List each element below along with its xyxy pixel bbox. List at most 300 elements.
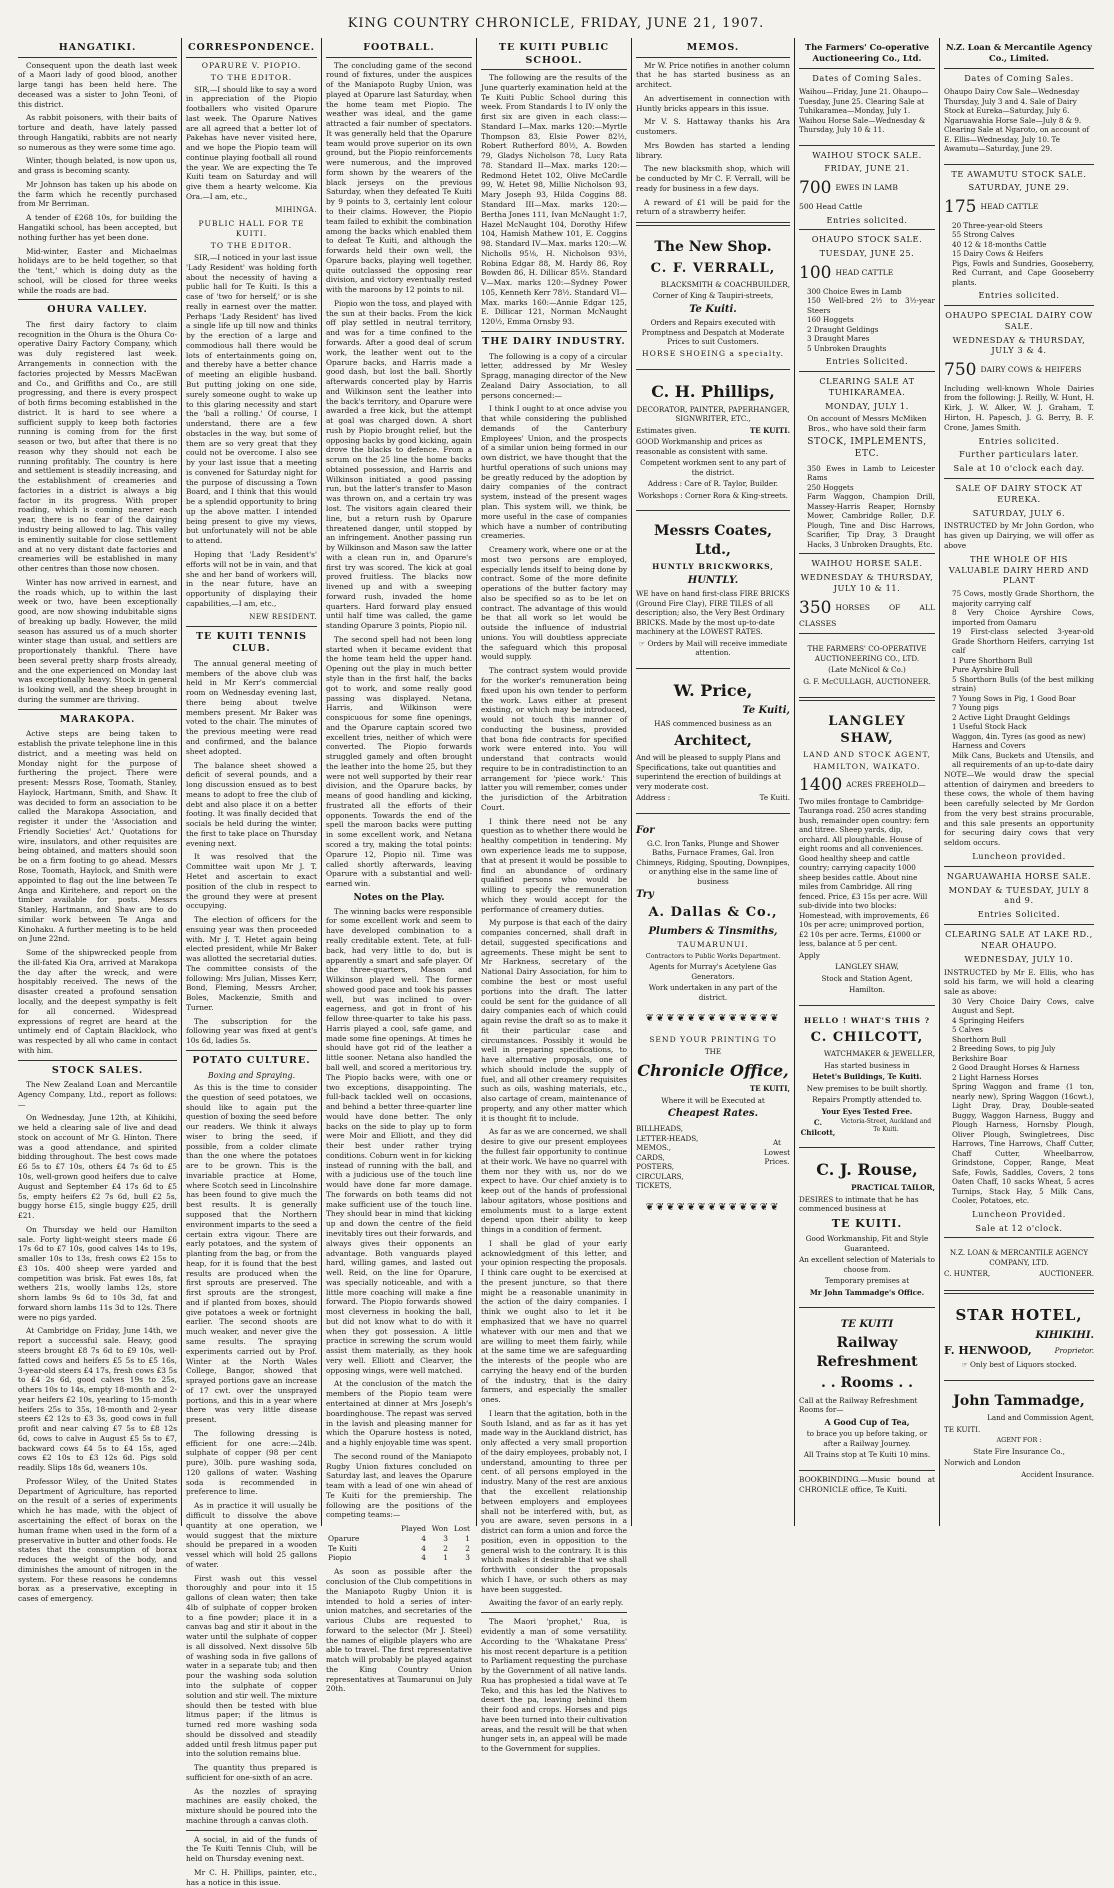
article-paragraph: I think I ought to at once advise you that while considering the published demands of the Canterbury Employees' Union, and the prospects of a similar union being formed in our own district, we have thought that the hurtful operations of such unions may be greatly reduced by the adoption by dairy companies of the contract system, instead of the present wages plan. This system will, we think, be more useful in the case of companies which have a number of contributing creameries. [481,404,627,541]
sale-date: WEDNESDAY & THURSDAY, JULY 3 & 4. [952,334,1086,356]
divider [944,1380,1094,1381]
article-paragraph: As rabbit poisoners, with their baits of torture and death, have lately passed through Hangatiki, rabbits are not nearly so numerous as they were some time ago. [18,113,177,152]
sale-heading: STOCK, IMPLEMENTS, ETC. [807,436,927,459]
ad-late: (Late McNicol & Co.) [828,665,906,675]
ad-town: TE KUITI. [831,1216,903,1230]
dates-list: Ohaupo Dairy Cow Sale—Wednesday Thursday, July 3 and 4. Sale of Dairy Stock at Eureka—Saturday, July 6. Ngaruawahia Horse Sale—July 8 & 9. Clearing Sale at Ngaroto, on account of E. Ellis—Wednesday, July 10. Te Awamutu—Saturday, June 29. [944,87,1090,154]
ad-brace: to brace you up before taking, or after a Railway Journey. [806,1429,928,1448]
ad-call: Call at the Railway Refreshment Rooms for— [799,1395,918,1415]
ad-trade: WATCHMAKER & JEWELLER, [823,1049,935,1059]
article-paragraph: As far as we are concerned, we shall desire to give our present employees the fullest fair opportunity to continue at their work. We have no quarrel with them nor they with us, nor do we expect to have. Our chief anxiety is to keep out of the hands of professional labour agitators, whose positions and emoluments must to a large extent depend upon their ability to keep things in a condition of ferment. [481,1127,627,1235]
divider [799,697,935,701]
ad-line: Mr John Tammadge's Office. [809,1287,925,1297]
letter-body: SIR,—I noticed in your last issue 'Lady Resident' was holding forth about the necessity of having a public hall for Te Kuiti. Is this a case of 'two for herself,' or is she really in earnest over the matter. Perhaps 'Lady Resident' has lived a single life up till now and thinks by the erection of a large and commodious hall there would be lots of entertainments going on, and thereby have a better chance of meeting an eligible husband. But putting joking on one side, surely someone ought to wake up to this glaring necessity and start the 'ball a rolling.' Of course, I understand, there are a few obstacles in the way, but some of them are so very great that they could not be overcome. I also see by your last issue that a meeting is convened for Saturday night for the purpose of discussing a Town Board, and I think that this would be a splendid opportunity to bring up the above matter. I intended being present to give my views, but unfortunately will not be able to attend. [186,253,317,546]
ad-note: Competent workmen sent to any part of the district. [640,458,786,477]
luncheon-note: Luncheon provided. [972,850,1066,861]
ad-name: W. Price, [673,680,753,700]
divider [799,371,935,372]
article-paragraph: The contract system would provide for the worker's remuneration being fixed upon his own tender to perform the work. Laws either at present existing, or which may be introduced, would not touch this manner of conducting the business, provided that bona fide contracts for specified work were entered into. You will understand that contracts would require to be in contradistinction to an arrangement for 'piece work.' This latter you will remember, comes under the jurisdiction of the Arbitration Court. [481,666,627,812]
sale-number: 100 [799,263,832,284]
article-paragraph: At the conclusion of the match the members of the Piopio team were entertained at dinner at Mrs Joseph's boardinghouse. The repast was served in the lavish and pleasing manner for which the Oparure hostess is noted, and a highly enjoyable time was spent. [326,1379,472,1448]
ad-tea: A Good Cup of Tea, [824,1416,910,1427]
article-paragraph: Winter, though belated, is now upon us, and grass is becoming scanty. [18,156,177,176]
article-paragraph: Winter has now arrived in earnest, and the roads which, up to within the last week or two, have been exceptionally good, are now showing indubitable signs of breaking up badly. However, the mild season has assured us of a much shorter winter stage than usual, and settlers are proportionately thankful. There have been several pretty sharp frosts already, and the one experienced on Monday last was exceptionally heavy. Stock in general is looking well, and the sheep brought in during the summer are thriving. [18,577,177,704]
sale-number: 175 [944,197,977,218]
ad-title: The Farmers' Co-operative Auctioneering Co., Ltd. [804,42,930,64]
sale-date: WEDNESDAY, JULY 10. [964,953,1074,964]
ad-note: ☞ Only best of Liquors stocked. [961,1360,1077,1370]
column-7 [939,38,1098,1526]
sale-item: EWES IN LAMB [835,183,898,193]
article-paragraph: Awaiting the favor of an early reply. [489,1598,624,1608]
article-paragraph: Piopio won the toss, and played with the sun at their backs. From the kick off play settled in neutral territory, and was for a time confined to the forwards. After a good deal of scrum work, the leather went out to the Oparure backs, and Harris made a good dash, but lost the ball. Shortly afterwards concerted play by Harris and Wilkinson sent the leather into the back's territory, and Oparure were awarded a free kick, but the attempt at goal was charged down. A short rush by Piopio brought relief, but the opposing backs by good kicking, again drove the blacks to defence. From a scrum on the 25 line the home backs obtained possession, and Harris and Wilkinson initiated a good passing run, but the latter's transfer to Mason was thrown on, and a certain try was lost. The visitors again cleared their line, but a return rush by Oparure threatened danger, until stopped by an infringement. Another passing run by Wilkinson and Mason saw the latter with a clean run in, and Oparure's first try was scored. The kick at goal proved fruitless. The blacks now livened up and with a sweeping forward rush, invaded the home quarters. Hard forward play ensued until half time was called, the game standing Oparure 3 points, Piopio nil. [326,298,472,631]
list-item: 2 Active Light Draught Geldings [952,712,1070,722]
memo-item: An advertisement in connection with Huntly bricks appears in this issue. [636,93,790,113]
sale-instructions: INSTRUCTED by Mr E. Ellis, who has sold his farm, we will hold a clearing sale as above: [944,967,1094,997]
sale-item: HEAD CATTLE [835,268,894,278]
sale-item: 500 Head Cattle [799,201,863,211]
entries-note: Entries Solicited. [977,909,1061,920]
sale-body: Including well-known Whole Dairies from the following: J. Reilly, W. Hunt, H. Kirk, J. W. Alker, W. J. Graham, T. Hirton, H. Papesch, J. G. Berry, B. F. Crone, James Smith. [944,383,1094,432]
ad-body: WE have on hand first-class FIRE BRICKS (Ground Fire Clay), FIRE TILES of all description; also, the Very Best Ordinary BRICKS. Made by the most up-to-date machinery at the LOWEST RATES. [636,589,790,637]
memo-item: The new blacksmith shop, which will be conducted by Mr C. F. Verrall, will be ready for business in a few days. [636,164,790,193]
list-item: 5 Unbroken Draughts [807,343,887,353]
article-paragraph: The second round of the Maniapoto Rugby Union fixtures concluded on Saturday last, and leaves the Oparure team with a lead of one win ahead of Te Kuiti for the premiership. The following are the positions of the competing teams:— [326,1451,472,1520]
article-paragraph: The winning backs were responsible for some excellent work and seem to have developed combination to a really creditable extent. Tete, at full-back, had very little to do, but is apparently a smart and safe player. Of the three-quarters, Mason and Wilkinson played well. The former showed good pace and took his passes well, but was inclined to over-eagerness, and got in front of his fellow three-quarter to take his pass. Harris played a cool, safe game, and made some fine openings. At times he should have got rid of the leather a little sooner. Netana also handled the ball well, and scored a meritorious try. The Piopio backs were, with one or two exceptions, disappointing. The full-back tackled well on occasions, and behind a better three-quarter line would have done better. The only backs on the side to play up to form were Moir and Elliott, and they did their best under rather trying conditions. Coburn went in for kicking instead of running with the ball, and with a judicious use of the touch line would have done far more damage. The forwards on both teams did not make sufficient use of the touch line. They should bear in mind that kicking up and down the centre of the field inevitably tires out their forwards, and always gives their opponents an advantage. Both vanguards played hard, willing games, and lasted out well. Reid, on the line for Oparure, was specially noticeable, and with a little more coaching will make a fine forward. The Piopio forwards showed most cleverness in hooking the ball, but did not know what to do with it when they got possession. A little practice in screwing the scrum would assist them materially, as they hook very well. Elliott and Clearver, the opposing wings, were well matched. [326,906,472,1375]
article-paragraph: The following are the results of the June quarterly examination held at the Te Kuiti Public School during this week. From Standards I to IV only the first six are given in each class:—Standard I—Max. marks 120:—Myrtle Thompson 83, Elsie Power 82½, Robert Rutherford 80½, A. Bowden 79, Gladys Nicholson 78, Lucy Rata 78. Standard II—Max. marks 120:—Redmond Hetet 102, Olive McCardle 99, W. Hetet 98, Millie Nicholson 93, Mary Joseph 93, Hilda Coggins 88. Standard III—Max. marks 120:—Bertha Jones 111, Ivan McNaught 1:7, Hazel McNaught 104, Dorothy Hifew 104, Hamish Mathew 101, E. Coggins 98. Standard IV—Max. marks 120:—W. Nicholls 95⅛, H. Nicholson 93½, Robina Edgar 88, M. Hardy 86, Roy Bowden 86, H. Dillicar 85½. Standard V—Max. marks 120:—Sydney Power 105, Kenneth Kerr 78½. Standard VI—Max. marks 160:—Annie Edgar 125, E. Dillicar 121, Norman McNaught 120½, Emma Ornsby 93. [481,73,627,327]
ad-for: For [636,824,655,836]
ad-proprietor: F. HENWOOD, [944,1343,1032,1357]
ad-name: N.Z. LOAN & MERCANTILE AGENCY COMPANY, LTD. [949,1248,1089,1267]
divider [944,1237,1094,1238]
list-item: 3 Draught Mares [807,334,870,344]
list-item: Waggon, 4in. Tyres (as good as new) [952,731,1086,741]
article-paragraph: The second spell had not been long started when it became evident that the home team held the upper hand. Opening out the play in much better style than in the first half, the backs got to work, and some really good passing was displayed. Netana, Harris, and Wilkinson were conspicuous for some fine openings, and the Oparure captain scored two excellent tries, neither of which were converted. The Piopio forwards struggled gamely and often brought the leather into the home 25, but they were not well supported by their rear division, and the Oparure backs, by means of good handling and kicking, frustrated all the efforts of their opponents. Towards the end of the spell the maroon backs were putting in some excellent work, and Netana scored a try, making the total points: Oparure 12, Piopio nil. Time was called shortly afterwards, leaving Oparure with a substantial and well-earned win. [326,634,472,889]
sale-item: HEAD CATTLE [980,202,1039,212]
ad-agent-for: AGENT FOR : [996,1436,1042,1445]
ad-signature: Stock and Station Agent, [821,973,913,983]
table-row: Oparure 4 3 1 [328,1533,470,1543]
ad-name: C. J. Rouse, [816,1160,918,1180]
ad-town: KIHIKIHI. [1035,1329,1094,1341]
list-item: 8 Very Choice Ayrshire Cows, imported from Oamaru [952,608,1094,627]
masthead: KING COUNTRY CHRONICLE, FRIDAY, JUNE 21, 1907. [347,16,765,31]
sale-title: OHAUPO STOCK SALE. [811,234,923,245]
article-paragraph: On Thursday we held our Hamilton sale. Forty light-weight steers made £6 17s 6d to £7 10s, good calves 14s to 19s, smaller 10s to 13s, fresh cows £2 15s to £3 10s. 400 sheep were yarded and competition was brisk. Fat ewes 18s, fat wethers 21s, woolly lambs 12s, store shorn lambs 9s 6d to 10s 3d, fat and forward shorn lambs 11s 3d to 12s. There were no pigs yarded. [18,1224,177,1322]
article-paragraph: The quantity thus prepared is sufficient for one-sixth of an acre. [186,1763,317,1782]
marakopa-heading: MARAKOPA. [59,713,136,725]
letter-signature: NEW RESIDENT. [249,612,317,621]
article-paragraph: The first dairy factory to claim recognition in the Ohura is the Ohura Co-operative Dairy Factory Company, which was duly registered last week. Arrangements in connection with the factories projected by Messrs MacEwan and Co., and Griffiths and Co., are still progressing, and there is every prospect of both firms becoming established in the district. It is hard to see where a sufficient supply to keep both factories running is coming from for the first season or two, but after that there is no reason why they should not each be running profitably. The country is here and settlement is steadily increasing, and the establishment of creameries and factories in a district is always a big factor in its progress. With proper roading, which is coming nearer each year, there is no fear of the dairying industry being allowed to lag. This valley is eminently suitable for close settlement and at no very distant date factories and creameries will be established in many other centres than those now chosen. [18,319,177,574]
article-paragraph: First wash out this vessel thoroughly and pour into it 15 gallons of clean water; then take 4lb of sulphate of copper broken to a fine powder; place it in a canvas bag and stir it about in the water until the sulphate of copper is all dissolved. Next dissolve 5lb of washing soda in five gallons of water in a separate tub; and then pour the washing soda solution into the sulphate of copper solution and stir well. The mixture should then be tested with blue litmus paper; if the litmus is turned red more washing soda should be dissolved and steadily added until fresh litmus paper put into the solution remains blue. [186,1573,317,1759]
ad-trade: Land and Commission Agent, [987,1413,1094,1423]
ad-line: Temporary premises at [824,1276,910,1286]
article-paragraph: On Wednesday, June 12th, at Kihikihi, we held a clearing sale of live and dead stock on account of Mr G. Hinton. There was a good attendance, and spirited bidding throughout. The best cows made £6 5s to £7 10s, others £4 7s 6d to £5 10s, well-grown good heifers due to calve August and September £4 17s 6d to £5 5s, empty heifers £2 7s 6d, bull £2 5s, buggy horse £15, single buggy £25, drill £21. [18,1113,177,1221]
ad-lowest-prices: At Lowest Prices. [763,1138,790,1167]
ad-estimates: Estimates given. [636,425,697,435]
list-item: 40 12 & 18-months Cattle [952,239,1047,249]
ad-body: ACRES FREEHOLD—Two miles frontage to Cambridge-Tauranga road. 250 acres standing bush, remainder open country: fern and titree. Sheep yards, dip, orchard. All ploughable. House of eight rooms and all conveniences. Good healthy sheep and cattle country; carrying capacity 1000 sheep besides cattle. About nine miles from Cambridge. All ring fenced. Price, £3 15s per acre. Will sub-divide into two blocks: Homestead, with improvements, £6 10s per acre; unimproved portion, £2 10s per acre. Terms, £1000 or less, balance at 5 per cent. [799,780,930,949]
letter-body: SIR,—I should like to say a word in appreciation of the Piopio footballers who visited Oparure last week. The Oparure Natives are all agreed that a better lot of Pakehas have never visited here, and we hope the Piopio team will continue playing football all round the year. We are expecting the Te Kuiti team on Saturday and will give them a hearty welcome. Kia Ora.—I am, etc., [186,84,317,201]
ad-agents: Agents for Murray's Acetylene Gas Generators. [649,962,777,981]
list-item: 20 Three-year-old Steers [952,220,1043,230]
list-item: 300 Choice Ewes in Lamb [807,286,902,296]
dates-heading: Dates of Coming Sales. [812,73,922,84]
ad-name: LANGLEY SHAW, [828,714,906,747]
ad-name: Chronicle Office, [637,1060,789,1080]
ad-auctioneer-name: C. HUNTER, [944,1269,991,1279]
article-paragraph: It was resolved that the Committee wait upon Mr J. T. Hetet and ascertain to exact position of the club in respect to the ground they were at present occupying. [186,852,317,911]
ad-body: HAS commenced business as an [654,719,772,729]
ad-trade: PRACTICAL TAILOR, [851,1183,935,1193]
ad-body: G.C. Iron Tanks, Plunge and Shower Baths, Furnace Frames, Gal. Iron Chimneys, Ridging, Spouting, Downpipes, or anything else in the same line of business [636,838,790,886]
ad-town: Te Kuiti, [742,704,790,716]
potato-heading: POTATO CULTURE. [192,1054,311,1066]
entries-note: Entries solicited. [826,214,908,225]
ad-name: Railway Refreshment [816,1335,918,1370]
article-paragraph: The concluding game of the second round of fixtures, under the auspices of the Maniapoto Rugby Union, was played at Oparure last Saturday, when the home team met Piopio. The weather was ideal, and the game attracted a fair number of spectators. It was generally held that the Oparure team would prove superior on its own ground, but the Piopio reinforcements were numerous, and the improved form shown by the wearers of the black jerseys on the previous Saturday, when they defeated Te Kuiti by 9 points to 3, certainly lent colour to their claims. However, the Piopio team failed to exhibit the combination among the backs which enabled them to defeat Te Kuiti, and although the forwards held their own well, the Oparure backs, playing well together, quite outclassed the opposing rear division, and victory eventually rested with the maroons by 12 points to nil. [326,60,472,295]
ad-body: Orders and Repairs executed with Promptness and Despatch at Moderate Prices to suit Customers. [641,318,785,347]
list-item: 160 Hoggets [807,315,854,325]
divider [18,1060,177,1061]
divider [799,553,935,554]
to-editor: TO THE EDITOR. [210,241,293,251]
article-paragraph: I think there need not be any question as to whether there would be healthy competition in tendering. My own experience leads me to suppose, that at present it would be possible to find an abundance of ordinary qualified persons who would be willing to specify the remuneration which they would accept for the performance of creamery duties. [481,816,627,914]
sale-number: 350 [799,597,832,618]
column-6 [794,38,939,1526]
ad-farmers-coop [799,38,935,141]
ad-name: STAR HOTEL, [955,1305,1083,1324]
ad-address: Address : Care of R. Taylor, Builder. [647,479,779,489]
article-paragraph: The election of officers for the ensuing year was then proceeded with. Mr J. T. Hetet again being elected president, while Mr Baker was allotted the secretarial duties. The committee consists of the following: Mrs Julian, Misses Kerr, Bond, Fleming, Messrs Archer, Boles, Mackenzie, Smith and Turner. [186,915,317,1012]
divider [799,68,935,69]
list-item: 7 Young Sows in Pig, 1 Good Boar [952,693,1076,703]
divider [944,478,1094,479]
ad-auctioneer: AUCTIONEER. [1039,1269,1094,1279]
sale-date: FRIDAY, JUNE 21. [824,163,910,174]
sale-title: CLEARING SALE AT TUHIKARAMEA. [819,375,915,397]
divider [186,1830,317,1831]
ad-line: State Fire Insurance Co., [973,1446,1065,1456]
ad-rouse [799,1152,935,1303]
column-1 [14,38,181,1604]
ad-name: A. Dallas & Co., [648,905,778,921]
sale-item: HORSES OF ALL CLASSES [799,602,935,629]
list-item: 2 Breeding Sows, to pig July [952,1044,1056,1054]
sale-date: WEDNESDAY & THURSDAY, JULY 10 & 11. [800,571,934,593]
ad-town: TE KUITI. [749,425,790,435]
divider [18,709,177,710]
article-paragraph: As soon as possible after the conclusion of the Club competitions in the Maniapoto Rugby Union it is intended to hold a series of inter-union matches, and secretaries of the various Clubs are requested to forward to the selector (Mr J. Steel) the names of eligible players who are able to travel. The first representative match will probably be played against the King Country Union representatives at Taumarunui on July 20th. [326,1567,472,1694]
ornament-border: ❦❦❦❦❦❦❦❦❦❦❦❦❦ [645,1201,781,1213]
ad-farmers-signature [799,638,935,692]
stock-sales-heading: STOCK SALES. [51,1064,144,1076]
list-item: Shorthorn Bull [952,1034,1007,1044]
ad-body: Has started business in [824,1060,910,1070]
list-item: 75 Cows, mostly Grade Shorthorn, the majority carrying calf [952,589,1094,608]
sale-time: Sale at 12 o'clock. [975,1222,1063,1233]
ad-trade: BLACKSMITH & COACHBUILDER, [660,279,790,289]
list-item: Harness and Covers [952,741,1026,751]
potato-subheading: Boxing and Spraying. [207,1070,296,1080]
ad-signature: Hamilton. [848,985,886,995]
sale-heading: THE WHOLE OF HIS VALUABLE DAIRY HERD AND PLANT [948,553,1090,586]
article-paragraph: The subscription for the following year was fixed at gent's 10s 6d, ladies 5s. [186,1016,317,1046]
list-item: 2 Good Draught Horses & Harness [952,1063,1080,1073]
memo-item: Mrs Bowden has started a lending library. [636,140,790,160]
ad-town: TAUMARUNUI. [677,939,749,949]
list-item: 1 Pure Shorthorn Bull [952,655,1033,665]
ad-workshops: Workshops : Corner Rora & King-streets. [638,490,788,500]
list-item: Milk Cans, Buckets and Utensils, and all requirements of an up-to-date dairy [952,750,1094,770]
ad-where: Where it will be Executed at [661,1095,765,1105]
entries-note: Entries solicited. [978,435,1060,446]
ad-town: HAMILTON, WAIKATO. [813,762,921,772]
column-2 [181,38,321,1887]
ohura-heading: OHURA VALLEY. [47,304,148,316]
ad-name: Messrs Coates, Ltd., [654,523,772,558]
list-item: 19 First-class selected 3-year-old Grade Shorthorn Heifers, carrying 1st calf [952,627,1094,656]
divider [636,222,790,226]
ad-line: Repairs Promptly attended to. [812,1095,922,1105]
ad-send: SEND YOUR PRINTING TO [649,1035,777,1045]
list-item: 5 Shorthorn Bulls (of the best milking strain) [952,674,1094,694]
divider [481,331,627,332]
table-row: Piopio 4 1 3 [328,1553,470,1563]
sale-instructions: INSTRUCTED by Mr John Gordon, who has given up Dairying, we will offer as above [944,521,1094,551]
article-paragraph: I shall be glad of your early acknowledgment of this letter, and your opinion respecting the proposals. I think care ought to be exercised at the present juncture, so that there might be a reasonable unanimity in the action of the dairy companies. I think we ought also to let it be emphasized that we have no quarrel whatever with our men and that we are willing to meet them fairly, while at the same time we are safeguarding the interests of the people who are carrying the heavy end of the burden of the industry, that is the dairy farmers, and especially the smaller ones. [481,1238,627,1405]
ad-body: GOOD Workmanship and prices as reasonable as consistent with same. [636,437,768,456]
article-paragraph: As this is the time to consider the question of seed potatoes, we should like to again put the question of boxing the seed before our readers. We think it always wiser to bring the seed, if possible, from a colder climate than the one where the potatoes are to be grown. This is the invariable practice at Home, where Scotch seed in Lincolnshire has been found to give much the best results. It is generally supposed that the Northern environment imparts to the seed a certain extra vigour. There are early potatoes, and the system of planting from the bag, or from the heap, for it is found that the best results are produced when the first sprouts are preserved. The first sprouts are the strongest, and if planted from boxes, should give potatoes a week or fortnight earlier. The second shoots are much weaker, and never give the same results. The spraying experiments carried out by Prof. Winter at the North Wales College, Bangor, showed that sprayed portions gave an increase of 17 cwt. over the unsprayed portions, and this in a year where there was very little disease present. [186,1083,317,1425]
article-paragraph: The annual general meeting of members of the above club was held in Mr Kerr's commercial room on Wednesday evening last, there being about twelve members present. Mr Baker was voted to the chair. The minutes of the previous meeting were read and confirmed, and the balance sheet adopted. [186,658,317,756]
ad-tammadge [944,1385,1094,1485]
sale-title: SALE OF DAIRY STOCK AT EUREKA. [955,483,1083,504]
ad-nz-loan [944,38,1094,160]
notes-heading: Notes on the Play. [353,892,445,903]
standings-table [326,1524,472,1563]
ad-title: Architect, [674,732,752,749]
ad-trade: LAND AND STOCK AGENT, [803,750,931,760]
ad-trade: DECORATOR, PAINTER, PAPERHANGER, SIGNWRITER, ETC., [636,404,790,424]
column-4 [476,38,631,1754]
ad-rooms: . . Rooms . . [821,1375,913,1392]
article-paragraph: As in practice it will usually be difficult to dissolve the above quantity at one operation, we would suggest that the mixture should be prepared in a wooden vessel which will hold 25 gallons of water. [186,1501,317,1569]
sale-date: MONDAY & TUESDAY, JULY 8 and 9. [948,884,1090,906]
ad-phillips [636,374,790,507]
divider [944,164,1094,165]
memo-item: Mr W. Price notifies in another column that he has started business as an architect. [636,60,790,90]
ad-title: The New Shop. [654,239,772,256]
ad-auctioneer: G. F. McCULLAGH, AUCTIONEER. [803,676,931,686]
ad-signature-address: Victoria-Street, Auckland and Te Kuiti. [840,1118,932,1133]
divider [799,1005,935,1006]
memo-item: A reward of £1 will be paid for the return of a strawberry heifer. [636,197,790,217]
list-item: Farm Waggon, Champion Drill, Massey-Harris Reaper, Hornsby Mower, Cambridge Roller, D.F. Plough, Tine and Disc Harrows, Scarifier, Tip Dray, 3 Draught Hacks, 3 Unbroken Draughts, Etc. [807,492,935,549]
letter-body: Hoping that 'Lady Resident's' efforts will not be in vain, and that she and her band of workers will, in the near future, have an opportunity of displaying their capabilities,—I am, etc., [186,550,317,608]
sale-item: DAIRY COWS & HEIFERS [980,365,1082,375]
list-item: 4 Springing Heifers [952,1015,1025,1025]
article-paragraph: The Maori 'prophet,' Rua, is evidently a man of some versatility. According to the 'Whakatane Press' his most recent departure is a petition to Parliament requesting the purchase by the Government of all native lands. Rua has prophesied a tidal wave at Te Teko, and this has led the Natives to desert the pa, leaving behind them their food and crops. Horses and pigs have been turned into their cultivation areas, and the result will be that when hunger sets in, an appeal will be made to the Government for supplies. [481,1617,627,1754]
article-paragraph: A tender of £268 10s, for building the Hangatiki school, has been accepted, but nothing further has yet been done. [18,213,177,242]
list-item: 15 Dairy Cows & Heifers [952,249,1044,259]
table-header-row: Played Won Lost [400,1524,470,1534]
article-paragraph: Professor Wiley, of the United States Department of Agriculture, has reported on the result of a series of experiments which he has made, with the object of ascertaining the effect of borax on the human frame when used in the form of a preservative in butter and other foods. He states that the consumption of borax reduces the weight of the body, and diminishes the amount of nitrogen in the system. For these reasons he condemns borax as a preservative, excepting in cases of emergency. [18,1476,177,1604]
divider [636,813,790,814]
sale-title: NGARUAWAHIA HORSE SALE. [946,870,1092,881]
ad-line: An excellent selection of Materials to choose from. [799,1255,935,1274]
divider [636,668,790,669]
dairy-heading: THE DAIRY INDUSTRY. [482,335,626,347]
ad-try: Try [636,889,654,901]
sale-title: WAIHOU STOCK SALE. [812,149,922,160]
letter-title: OPARURE V. PIOPIO. [201,60,302,70]
ad-line: New premises to be built shortly. [806,1083,928,1093]
columns [14,38,1098,1887]
correspondence-heading: CORRESPONDENCE. [186,42,317,58]
sale-list [807,464,935,550]
list-item: 250 Hoggets [807,482,854,492]
article-paragraph: My purpose is that each of the dairy companies concerned, shall draft in detail, suggested specifications and agreements. These might be sent to Mr Harkness, secretary of the National Dairy Association, for him to combine the best or most useful portions into the draft. The latter could be sent for the guidance of all dairy companies each of which could again revise the draft so as to make it fit their particular case and circumstances. Possibly it would be well in preparing specifications, to have alternative proposals, one of which should include the supply of fuel, and all other creamery requisites such as oils, washing materials, etc., also cartage of cream, maintenance of property, and any other matter which it is thought fit to include. [481,918,627,1123]
sale-title: OHAUPO SPECIAL DAIRY COW SALE. [945,309,1093,331]
ad-specialty: HORSE SHOEING a specialty. [641,348,785,358]
list-item: Spring Waggon and frame (1 ton, nearly new), Spring Waggon (16cwt.), Light Dray, Dray, Double-seated Buggy, Waggon Harness, Buggy and Plough Harness, Hornsby Plough, Oliver Plough, Swingletrees, Disc Harrows, Tine Harrows, Chaff Cutter, Chaff Cutter, Wheelbarrow, Grindstone, Copper, Range, Meat Safe, Fowls, Saddles, Covers, 2 tons Oaten Chaff, 10 sacks Wheat, 5 acres Turnips, Stack Hay, 5 Milk Cans, Cooler, Potatoes, etc. [952,1082,1094,1206]
ad-town: TE KUITI, [749,1084,790,1094]
ad-town: Te Kuiti. [689,303,737,315]
news-note: A social, in aid of the funds of the Te Kuiti Tennis Club, will be held on Thursday evening next. [186,1834,317,1864]
article-paragraph: The following dressing is efficient for one acre:—24lb. sulphate of copper (98 per cent pure), 30lb. pure washing soda, 120 gallons of water. Washing soda is recommended in preference to lime. [186,1428,317,1497]
ad-trade: Plumbers & Tinsmiths, [648,925,778,937]
list-item: Pure Ayrshire Bull [952,665,1019,675]
ad-railway [799,1312,935,1466]
ad-address-town: Te Kuiti. [759,793,790,803]
sale-number: 700 [799,178,832,199]
article-paragraph: Mid-winter, Easter and Michaelmas holidays are to be held together, so that the 'tent,' which is doing duty as the school, will be closed for three weeks while the roads are bad. [18,246,177,295]
ad-the: THE [704,1047,722,1057]
divider [799,1470,935,1471]
dates-list: Waihou—Friday, June 21. Ohaupo—Tuesday, June 25. Clearing Sale at Tuhikaramea—Monday, July 1. Waihou Horse Sale—Wednesday & Thursday, July 10 & 11. [799,87,929,135]
list-item: 7 Young pigs [952,703,999,713]
article-paragraph: At Cambridge on Friday, June 14th, we report a successful sale. Heavy, good steers brought £8 7s 6d to £9 10s, well-fatted cows and heifers £5 5s to £5 16s, 3-year-old steers £4 17s, fresh cows £3 5s to £4 2s 6d, good calves 19s to 25s, others 10s to 14s, empty 18-month and 2-year heifers £2 10s, yearling to 15-month heifers 25s to 35s, 18-month and 2-year steers £2 12s to £3 3s, good cows in full profit and near calving £7 5s to £8 12s 6d, cows to calve in August £5 5s to £7, backward cows £4 5s to £4 15s, aged cows £2 10s to £3 12s 6d. Pigs sold readily. Slips 18s 6d, weaners 10s. [18,1326,177,1473]
sale-account: On account of Messrs McMiken Bros., who have sold their farm [807,414,927,434]
ornament-border: ❦❦❦❦❦❦❦❦❦❦❦❦❦ [645,1013,781,1025]
list-item: 350 Ewes in Lamb to Leicester Rams [807,463,935,483]
table-row: Te Kuiti 4 2 2 [328,1543,470,1553]
ad-coates [636,515,790,664]
ad-apply: Apply [799,950,820,960]
divider [799,1307,935,1308]
sale-title: CLEARING SALE AT LAKE RD., NEAR OHAUPO. [945,929,1093,950]
ad-address: Corner of King & Taupiri-streets, [652,291,774,301]
column-3 [321,38,476,1694]
ad-signature: LANGLEY SHAW, [835,962,899,972]
divider [636,369,790,370]
article-paragraph: I learn that the agitation, both in the South Island, and as far as it has yet made way in the Auckland district, has only affected a very small proportion of the dairy employees, probably not, I understand, amounting to three per cent. of all persons employed in the industry. Many of the rest are anxious that the excellent relationship between employers and employees shall not be interfered with, but, as you are aware, seven persons in a district can form a union and force the position, even in opposition to the general wish to the contrary. It is this which makes it desirable that we shall forthwith consider the proposals which I have, or such others as may have been suggested. [481,1408,627,1594]
article-paragraph: Consequent upon the death last week of a Maori lady of good blood, another large tangi has been held here. The deceased was a sister to John Teoni, of this district. [18,60,177,109]
football-heading: FOOTBALL. [326,42,472,58]
ad-proprietor-title: Proprietor. [1054,1345,1094,1355]
column-5 [631,38,794,1526]
ad-items-list: BILLHEADS, LETTER-HEADS, MEMOS., CARDS, POSTERS, CIRCULARS, TICKETS, [636,1124,699,1191]
news-note: Mr C. H. Phillips, painter, etc., has a notice in this issue. [186,1868,317,1887]
entries-note: Entries Solicited. [825,356,909,367]
hangatiki-heading: HANGATIKI. [18,42,177,58]
ad-nz-signature [944,1242,1094,1285]
sale-list [952,997,1094,1206]
divider [799,229,935,230]
ad-address: Address : [636,793,671,803]
ad-building: Hetet's Buildings, Te Kuiti. [812,1072,922,1082]
divider [944,866,1094,867]
sale-title: TE AWAMUTU STOCK SALE. [951,168,1087,179]
divider [636,510,790,511]
list-item: 150 Well-bred 2½ to 3½-year Steers [807,296,935,315]
ad-star-hotel [944,1299,1094,1376]
ad-title: N.Z. Loan & Mercantile Agency Co., Limited. [945,42,1093,64]
acres-number: 1400 [799,775,843,796]
ad-rates: Cheapest Rates. [667,1108,759,1120]
sale-list [952,589,1094,770]
sale-list [952,221,1094,288]
ad-name: C. H. Phillips, [651,381,775,401]
letter-signature: MIHINGA. [275,205,317,214]
letter-title: PUBLIC HALL FOR TE KUITI. [198,218,305,238]
luncheon-note: Luncheon Provided. [972,1208,1066,1219]
ad-name: THE FARMERS' CO-OPERATIVE AUCTIONEERING CO., LTD. [807,644,927,663]
sale-list [807,287,935,354]
ad-name: C. F. VERRALL, [650,260,776,276]
school-heading: TE KUITI PUBLIC SCHOOL. [481,42,627,70]
ad-line: Norwich and London [944,1458,1021,1468]
entries-note: Entries solicited. [978,290,1060,301]
sale-title: WAIHOU HORSE SALE. [811,558,923,569]
ad-sub: HUNTLY BRICKWORKS, [652,562,774,572]
ad-line: Good Workmanship, Fit and Style Guaranteed. [805,1234,929,1253]
to-editor: TO THE EDITOR. [210,72,293,82]
list-item: Berkshire Boar [952,1053,1008,1063]
article-paragraph: The following is a copy of a circular letter, addressed by Mr Wesley Spragg, managing director of the New Zealand Dairy Association, to all persons concerned:— [481,351,627,400]
divider [481,1612,627,1613]
sale-date: SATURDAY, JUNE 29. [968,182,1070,193]
article-paragraph: As the nozzles of spraying machines are easily choked, the mixture should be poured into the machine through a canvas cloth. [186,1786,317,1825]
list-item: 2 Light Harness Horses [952,1072,1039,1082]
divider [944,68,1094,69]
ad-contractors: Contractors to Public Works Department. [645,951,781,960]
divider [944,305,1094,306]
ad-body: And will be pleased to supply Plans and Specifications, take out quantities and superintend the erection of buildings at very moderate cost. [636,753,782,791]
sale-note: NOTE—We would draw the special attention of dairymen and breeders to these cows, the whole of them having been carefully selected by Mr Gordon from the very best strains procurable, and this sale presents an opportunity for securing dairy cows that very seldom occurs. [944,769,1094,848]
divider [799,633,935,634]
list-item: 2 Draught Geldings [807,324,879,334]
divider [799,145,935,146]
list-item: 55 Strong Calves [952,230,1015,240]
ad-dallas [636,818,790,1009]
memos-heading: MEMOS. [636,42,790,58]
ad-chilcott [799,1010,935,1143]
divider [799,1147,935,1148]
further-note: Further particulars later. [959,449,1079,460]
ad-town: HUNTLY. [687,575,739,587]
ad-langley-shaw [799,706,935,1001]
ad-line: Accident Insurance. [1021,1469,1094,1479]
ad-trains: All Trains stop at Te Kuiti 10 mins. [803,1450,931,1460]
sale-time: Sale at 10 o'clock each day. [953,463,1085,474]
ad-body: DESIRES to intimate that he has commenced business at [799,1194,919,1214]
ad-price [636,673,790,809]
article-paragraph: Creamery work, where one or at the most two persons are employed, especially lends itself to being done by contract. Some of the more definite operations of the butter factory may also be specified so as to be let on contract. The advantage of this would be that all work so let would be outside the influence of industrial unions. You will doubtless appreciate the safeguard which this proposal would supply. [481,545,627,662]
divider [186,1050,317,1051]
ad-line: Your Eyes Tested Free. [821,1106,913,1116]
memo-item: Mr V. S. Hattaway thanks his Ara customers. [636,117,790,137]
